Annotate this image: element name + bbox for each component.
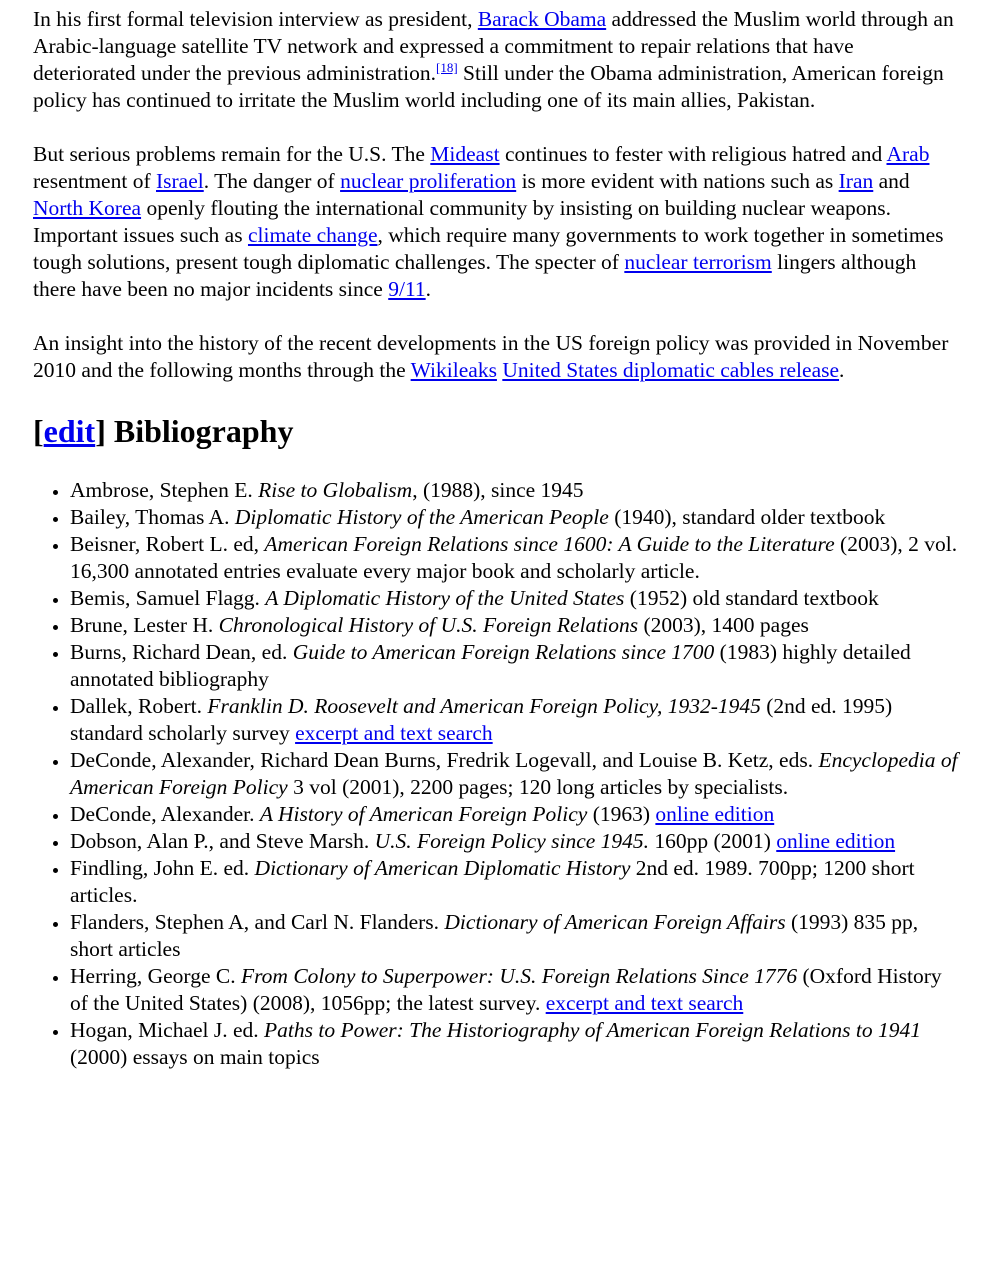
bibliography-item (70, 963, 960, 1017)
bibliography-title: Guide to American Foreign Relations since 1700 (292, 640, 715, 664)
bibliography-author: Findling, John E. ed. (70, 856, 255, 880)
bibliography-item (70, 504, 960, 531)
bibliography-details: (1963) (587, 802, 656, 826)
bibliography-title: Paths to Power: The Historiography of American Foreign Relations to 1941 (264, 1018, 921, 1042)
link-wikileaks[interactable]: Wikileaks (410, 358, 497, 382)
bibliography-details: (1983) highly detailed annotated bibliography (70, 640, 911, 691)
bibliography-item (70, 828, 960, 855)
bibliography-details: 160pp (2001) (649, 829, 777, 853)
link-diplomatic-cables-release[interactable]: United States diplomatic cables release (502, 358, 840, 382)
bibliography-title: Dictionary of American Diplomatic History (254, 856, 631, 880)
bibliography-details: (1940), standard older textbook (608, 505, 886, 529)
bibliography-details: (Oxford History of the United States) (2008), 1056pp; the latest survey. (70, 964, 942, 1015)
bibliography-author: Brune, Lester H. (70, 613, 219, 637)
bibliography-title: Dictionary of American Foreign Affairs (444, 910, 786, 934)
bibliography-author: Bailey, Thomas A. (70, 505, 235, 529)
bibliography-details: 2nd ed. 1989. 700pp; 1200 short articles. (70, 856, 915, 907)
bibliography-details: 3 vol (2001), 2200 pages; 120 long articles by specialists. (287, 775, 789, 799)
link-climate-change[interactable]: climate change (247, 223, 378, 247)
paragraph-wikileaks: An insight into the history of the recent developments in the US foreign policy was provided in November 2010 and the following months through the Wikileaks United States diplomatic cables release. (33, 331, 949, 382)
bibliography-author: Ambrose, Stephen E. (70, 478, 259, 502)
bibliography-item (70, 693, 960, 747)
bibliography-link[interactable]: excerpt and text search (545, 991, 744, 1015)
bibliography-item (70, 585, 960, 612)
bibliography-title: Franklin D. Roosevelt and American Foreign Policy, 1932-1945 (207, 694, 761, 718)
bibliography-author: Beisner, Robert L. ed, (70, 532, 265, 556)
bibliography-title: Chronological History of U.S. Foreign Relations (218, 613, 639, 637)
bibliography-author: Burns, Richard Dean, ed. (70, 640, 293, 664)
bibliography-details: (2003), 1400 pages (638, 613, 809, 637)
bibliography-author: Hogan, Michael J. ed. (70, 1018, 265, 1042)
bibliography-item (70, 909, 960, 963)
bibliography-link[interactable]: online edition (655, 802, 775, 826)
link-israel[interactable]: Israel (156, 169, 204, 193)
bibliography-item (70, 747, 960, 801)
bibliography-title: U.S. Foreign Policy since 1945. (374, 829, 650, 853)
bibliography-item (70, 801, 960, 828)
bibliography-author: DeConde, Alexander. (70, 802, 260, 826)
bibliography-item (70, 1017, 960, 1071)
reference-18[interactable]: [18] (436, 60, 458, 75)
bibliography-link[interactable]: excerpt and text search (295, 721, 493, 745)
bibliography-author: Bemis, Samuel Flagg. (70, 586, 266, 610)
section-title: Bibliography (105, 413, 294, 449)
bibliography-author: Dobson, Alan P., and Steve Marsh. (70, 829, 375, 853)
bibliography-author: Flanders, Stephen A, and Carl N. Flanders. (70, 910, 445, 934)
bibliography-title: Diplomatic History of the American People (234, 505, 609, 529)
link-arab[interactable]: Arab (886, 142, 930, 166)
edit-section-link[interactable]: edit (43, 413, 96, 449)
link-mideast[interactable]: Mideast (430, 142, 500, 166)
bibliography-list (33, 477, 960, 1071)
bibliography-item (70, 639, 960, 693)
bibliography-title: Rise to Globalism (258, 478, 413, 502)
link-iran[interactable]: Iran (838, 169, 874, 193)
paragraph-problems: But serious problems remain for the U.S. The Mideast continues to fester with religious hatred and Arab resentment of Israel. The danger of nuclear proliferation is more evident with nations such as Iran and North Korea openly flouting the international community by insisting on building nuclear weapons. Important issues such as climate change, which require many governments to work together in sometimes tough solutions, present tough diplomatic challenges. The specter of nuclear terrorism lingers although there have been no major incidents since 9/11. (33, 142, 944, 301)
bibliography-link[interactable]: online edition (776, 829, 896, 853)
bibliography-title: A Diplomatic History of the United States (265, 586, 625, 610)
bibliography-title: A History of American Foreign Policy (259, 802, 588, 826)
link-9-11[interactable]: 9/11 (388, 277, 426, 301)
bibliography-title: American Foreign Relations since 1600: A Guide to the Literature (264, 532, 835, 556)
bibliography-title: From Colony to Superpower: U.S. Foreign Relations Since 1776 (240, 964, 798, 988)
bibliography-details: (2nd ed. 1995) standard scholarly survey (70, 694, 893, 745)
bibliography-details: (2000) essays on main topics (70, 1045, 320, 1069)
link-barack-obama[interactable]: Barack Obama (477, 7, 607, 31)
link-north-korea[interactable]: North Korea (33, 196, 142, 220)
link-nuclear-proliferation[interactable]: nuclear proliferation (340, 169, 517, 193)
bibliography-details: (1993) 835 pp, short articles (70, 910, 919, 961)
bibliography-author: Herring, George C. (70, 964, 241, 988)
bibliography-title: Encyclopedia of American Foreign Policy (70, 748, 958, 799)
bibliography-author: Dallek, Robert. (70, 694, 208, 718)
bibliography-details: (1952) old standard textbook (624, 586, 879, 610)
bibliography-author: DeConde, Alexander, Richard Dean Burns, Fredrik Logevall, and Louise B. Ketz, eds. (70, 748, 819, 772)
paragraph-obama: In his first formal television interview as president, Barack Obama addressed the Muslim world through an Arabic-language satellite TV network and expressed a commitment to repair relations that have deteriorated under the previous administration.[18] Still under the Obama administration, American foreign policy has continued to irritate the Muslim world including one of its main allies, Pakistan. (33, 7, 954, 112)
bibliography-item (70, 612, 960, 639)
bibliography-item (70, 531, 960, 585)
bibliography-details: (2003), 2 vol. 16,300 annotated entries evaluate every major book and scholarly article. (70, 532, 958, 583)
bibliography-item (70, 855, 960, 909)
bibliography-details: , (1988), since 1945 (412, 478, 584, 502)
section-heading-bibliography: [edit] Bibliography (33, 413, 294, 449)
bibliography-item (70, 477, 960, 504)
link-nuclear-terrorism[interactable]: nuclear terrorism (624, 250, 772, 274)
